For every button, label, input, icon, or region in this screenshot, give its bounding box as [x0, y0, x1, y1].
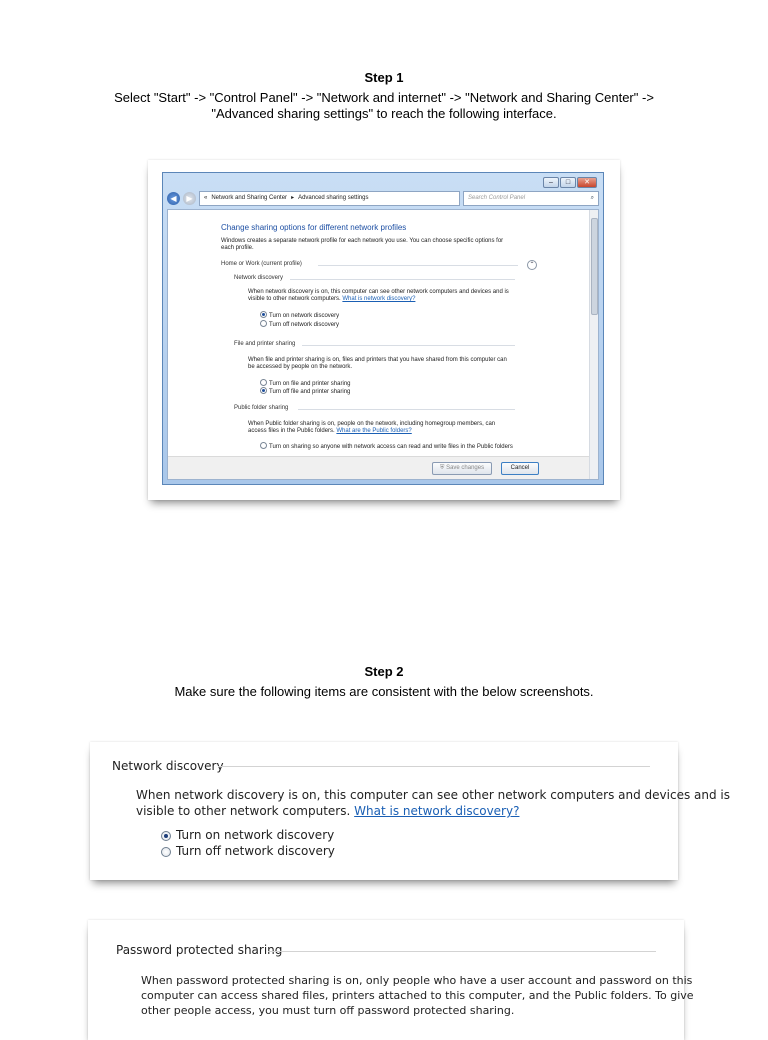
nd-desc-line2: [248, 296, 415, 304]
radio-selected-icon[interactable]: [260, 311, 267, 318]
minimize-icon[interactable]: –: [543, 177, 559, 188]
step1-line2: "Advanced sharing settings" to reach the following interface.: [211, 106, 557, 121]
nd-section-title: Network discovery: [234, 275, 284, 281]
search-placeholder: Search Control Panel: [468, 194, 526, 201]
nd-description-line1: When network discovery is on, this computer can see other network computers and devices and is: [136, 788, 730, 802]
step1-instructions: [60, 90, 708, 122]
pf-desc-line1: When Public folder sharing is on, people on the network, including homegroup members, can: [248, 421, 496, 427]
pps-title-divider: [268, 951, 656, 952]
search-input[interactable]: [463, 191, 599, 206]
scrollbar-thumb[interactable]: [591, 218, 598, 315]
radio-unselected-icon[interactable]: [260, 320, 267, 327]
fp-off-label: Turn off file and printer sharing: [269, 389, 351, 395]
save-changes-button[interactable]: [432, 462, 492, 475]
pps-description-line1: When password protected sharing is on, only people who have a user account and password on this: [141, 974, 693, 987]
intro-line1: Windows creates a separate network profile for each network you use. You can choose specific options for: [221, 238, 504, 244]
nd-title: Network discovery: [112, 759, 224, 773]
breadcrumb-network-sharing-center[interactable]: Network and Sharing Center: [211, 194, 288, 201]
nd-description-line2: [136, 804, 519, 818]
nd-divider: [290, 279, 515, 280]
pps-description-line3: other people access, you must turn off password protected sharing.: [141, 1004, 515, 1017]
breadcrumb-advanced-sharing[interactable]: Advanced sharing settings: [298, 194, 369, 201]
pps-description-line2: computer can access shared files, printers attached to this computer, and the Public folders. To give: [141, 989, 694, 1002]
window-screenshot: [148, 160, 620, 500]
step1-title: Step 1: [364, 70, 404, 85]
content-pane: [167, 209, 599, 480]
nd-title-divider: [218, 766, 650, 767]
pf-help-link[interactable]: What are the Public folders?: [336, 428, 412, 434]
step2-title: Step 2: [364, 664, 404, 679]
address-bar[interactable]: [199, 191, 460, 206]
forward-arrow-icon[interactable]: ▶: [183, 192, 196, 205]
nd-desc-text: visible to other network computers.: [248, 296, 341, 302]
fp-off-option[interactable]: [260, 387, 350, 397]
pps-title: Password protected sharing: [116, 943, 283, 957]
address-bar-row: [167, 190, 599, 206]
radio-selected-icon[interactable]: [260, 387, 267, 394]
pf-desc-text: access files in the Public folders.: [248, 428, 335, 434]
nd-help-link[interactable]: What is network discovery?: [342, 296, 416, 302]
step2-instructions: Make sure the following items are consistent with the below screenshots.: [174, 684, 594, 699]
shield-icon: ⛨: [439, 465, 445, 471]
nd-on-label: Turn on network discovery: [269, 313, 340, 319]
network-discovery-screenshot: [90, 742, 730, 880]
breadcrumb-prefix: «: [204, 194, 208, 201]
collapse-chevron-icon[interactable]: ⌃: [527, 260, 537, 270]
password-sharing-screenshot: [88, 920, 694, 1040]
back-arrow-icon[interactable]: ◀: [167, 192, 180, 205]
nd-off-option[interactable]: [260, 320, 339, 330]
fp-desc-line1: When file and printer sharing is on, files and printers that you have shared from this computer can: [248, 357, 507, 363]
save-changes-label: Save changes: [446, 465, 485, 471]
scrollbar[interactable]: [589, 210, 598, 479]
step1-line1: Select "Start" -> "Control Panel" -> "Network and internet" -> "Network and Sharing Center" ->: [114, 90, 654, 105]
nd-description-text: visible to other network computers.: [136, 804, 351, 818]
fp-on-label: Turn on file and printer sharing: [269, 381, 351, 387]
nd-what-is-link[interactable]: What is network discovery?: [354, 804, 520, 818]
radio-unselected-icon[interactable]: [260, 379, 267, 386]
fp-section-title: File and printer sharing: [234, 341, 296, 347]
cancel-button[interactable]: Cancel: [501, 462, 539, 475]
dialog-footer: [168, 456, 589, 479]
close-icon[interactable]: ✕: [577, 177, 597, 188]
profile-divider: [318, 265, 518, 266]
explorer-window: [162, 172, 604, 485]
nd-turn-off-label: Turn off network discovery: [176, 844, 335, 858]
search-icon[interactable]: ⌕: [590, 194, 594, 201]
page-heading: Change sharing options for different network profiles: [221, 223, 407, 232]
pf-on-option[interactable]: [260, 442, 513, 452]
pf-desc-line2: [248, 428, 412, 436]
intro-line2: each profile.: [221, 245, 254, 251]
nd-desc-line1: When network discovery is on, this computer can see other network computers and devices and is: [248, 289, 509, 295]
pf-section-title: Public folder sharing: [234, 405, 289, 411]
maximize-icon[interactable]: □: [560, 177, 576, 188]
nd-turn-on-radio[interactable]: [161, 831, 171, 841]
fp-divider: [302, 345, 515, 346]
nd-off-label: Turn off network discovery: [269, 322, 340, 328]
fp-desc-line2: be accessed by people on the network.: [248, 364, 353, 370]
window-controls: [543, 177, 597, 188]
pf-on-label: Turn on sharing so anyone with network access can read and write files in the Public folders: [269, 444, 513, 450]
breadcrumb-separator-icon: ▸: [291, 194, 295, 201]
radio-unselected-icon[interactable]: [260, 442, 267, 449]
nd-turn-off-radio[interactable]: [161, 847, 171, 857]
nd-turn-on-label: Turn on network discovery: [176, 828, 335, 842]
pf-divider: [298, 409, 515, 410]
profile-header[interactable]: Home or Work (current profile): [221, 261, 302, 267]
